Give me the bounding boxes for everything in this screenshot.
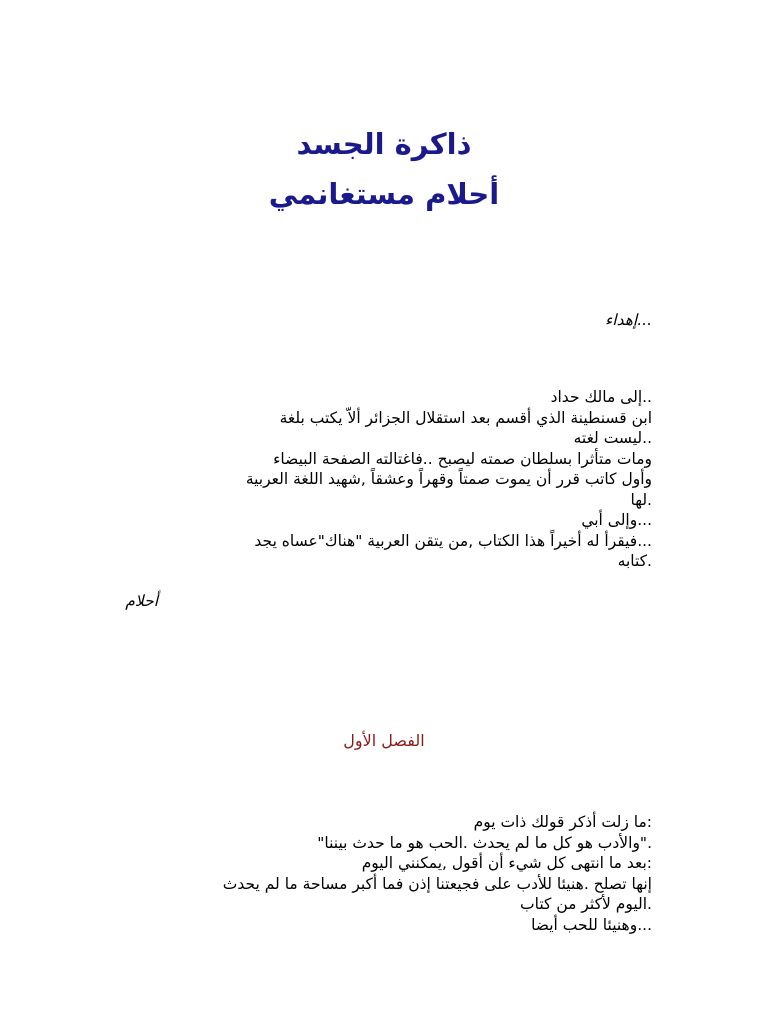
dedication-line: .كتابه (617, 552, 652, 570)
dedication-line: ..إلى مالك حداد (550, 388, 652, 406)
author-name: أحلام مستغانمي (268, 177, 500, 211)
dedication-heading: ...إهداء (605, 311, 652, 329)
chapter-line: :بعد ما انتهى كل شيء أن أقول ,يمكنني اليوم (361, 854, 652, 872)
chapter-line: .اليوم لأكثر من كتاب (520, 895, 652, 913)
dedication-line: ابن قسنطينة الذي أقسم بعد استقلال الجزائر ألاّ يكتب بلغة (279, 408, 652, 427)
dedication-line: .لها (630, 490, 652, 509)
dedication-line: ...فيقرأ له أخيراً هذا الكتاب ,من يتقن العربية "هناك"عساه يجد (254, 531, 652, 550)
dedication-signature: أحلام (125, 592, 158, 610)
chapter-body (104, 812, 652, 935)
dedication-line: وأول كاتب قرر أن يموت صمتاً وقهراً وعشقاً ,شهيد اللغة العربية (245, 470, 652, 488)
dedication-text (104, 387, 652, 572)
chapter-title: الفصل الأول (343, 731, 425, 750)
book-title: ذاكرة الجسد (296, 127, 472, 161)
chapter-line: إنها تصلح .هنيئا للأدب على فجيعتنا إذن فما أكبر مساحة ما لم يحدث (222, 874, 652, 893)
chapter-line: ...وهنيئا للحب أيضا (531, 915, 652, 934)
chapter-line: ."والأدب هو كل ما لم يحدث .الحب هو ما حدث بيننا" (317, 833, 652, 852)
dedication-line: ...وإلى أبي (581, 511, 652, 529)
dedication-line: ..ليست لغته (573, 429, 652, 447)
dedication-line: ومات متأثرا بسلطان صمته ليصبح ..فاغتالته الصفحة البيضاء (273, 449, 652, 468)
chapter-line: :ما زلت أذكر قولك ذات يوم (473, 813, 652, 831)
